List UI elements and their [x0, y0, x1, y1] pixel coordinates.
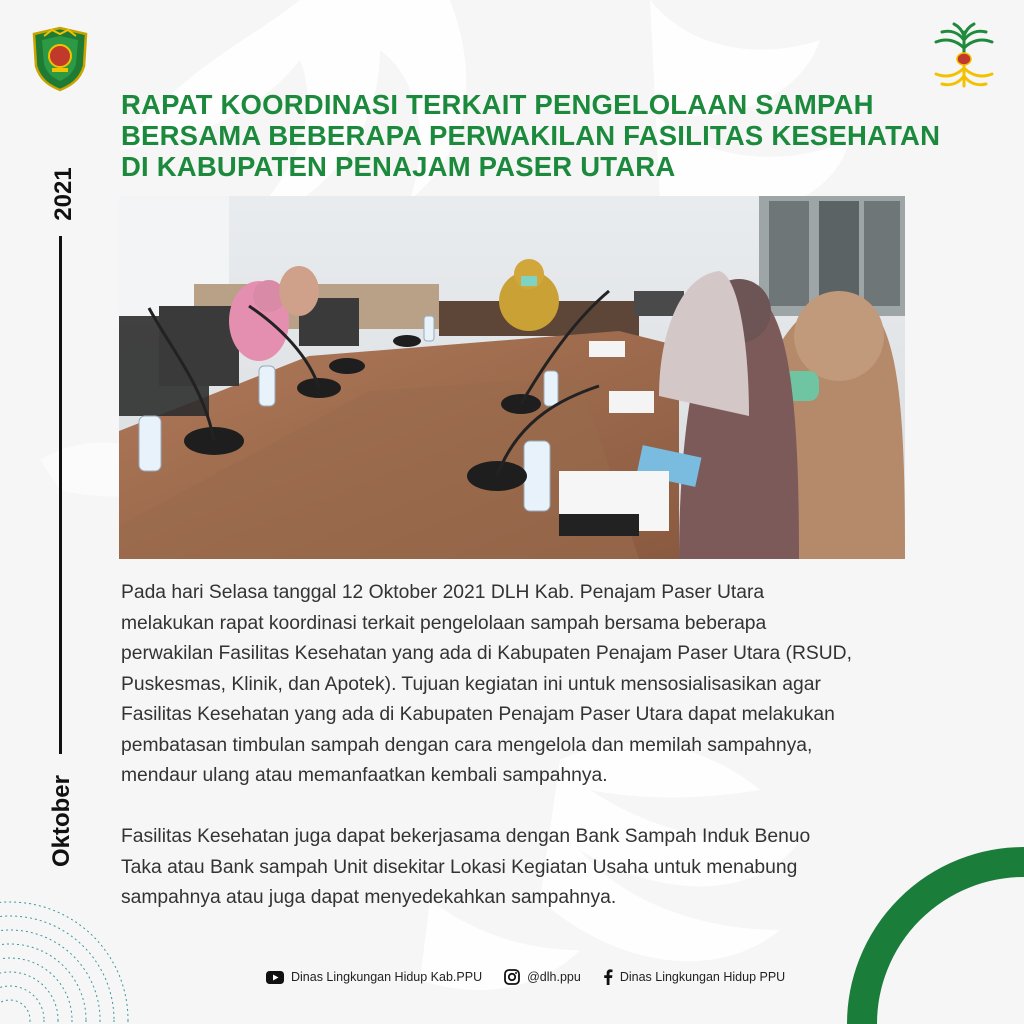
youtube-link[interactable] — [266, 970, 482, 984]
decorative-circles — [0, 900, 130, 1024]
facebook-label: Dinas Lingkungan Hidup PPU — [619, 970, 786, 984]
side-month-label: Oktober — [48, 775, 75, 868]
side-divider-line — [59, 236, 62, 754]
paragraph-1 — [121, 578, 931, 792]
paragraph-line: sampahnya atau juga dapat menyedekahkan sampahnya. — [121, 887, 617, 908]
side-year-label: 2021 — [50, 167, 77, 221]
headline-line: RAPAT KOORDINASI TERKAIT PENGELOLAAN SAMPAH — [121, 89, 874, 120]
paragraph-line: Puskesmas, Klinik, dan Apotek). Tujuan kegiatan ini untuk mensosialisasikan agar — [121, 673, 821, 695]
meeting-photo — [119, 196, 905, 559]
regency-crest-icon — [30, 26, 90, 92]
headline-line: DI KABUPATEN PENAJAM PASER UTARA — [121, 151, 676, 182]
paragraph-line: Fasilitas Kesehatan juga dapat bekerjasama dengan Bank Sampah Induk Benuo — [121, 826, 811, 847]
paragraph-line: Fasilitas Kesehatan yang ada di Kabupaten Penajam Paser Utara dapat melakukan — [121, 704, 835, 725]
instagram-label: @dlh.ppu — [527, 970, 581, 984]
youtube-label: Dinas Lingkungan Hidup Kab.PPU — [291, 970, 483, 984]
instagram-icon — [504, 969, 520, 985]
meeting-photo-illustration — [119, 196, 905, 559]
decorative-arc — [840, 840, 1024, 1024]
article-body — [121, 578, 931, 944]
paragraph-line: pembatasan timbulan sampah dengan cara mengelola dan memilah sampahnya, — [121, 734, 813, 756]
headline — [121, 89, 941, 182]
instagram-link[interactable] — [504, 969, 581, 985]
paragraph-line: perwakilan Fasilitas Kesehatan yang ada di Kabupaten Penajam Paser Utara (RSUD, — [121, 643, 852, 664]
facebook-link[interactable] — [603, 969, 785, 985]
headline-line: BERSAMA BEBERAPA PERWAKILAN FASILITAS KESEHATAN — [121, 120, 941, 151]
paragraph-line: Taka atau Bank sampah Unit disekitar Lokasi Kegiatan Usaha untuk menabung — [121, 856, 798, 878]
paragraph-line: Pada hari Selasa tanggal 12 Oktober 2021 DLH Kab. Penajam Paser Utara — [121, 582, 765, 603]
paragraph-line: melakukan rapat koordinasi terkait pengelolaan sampah bersama beberapa — [121, 612, 767, 634]
social-footer — [266, 966, 785, 988]
paragraph-2 — [121, 822, 931, 914]
paragraph-line: mendaur ulang atau memanfaatkan kembali sampahnya. — [121, 765, 608, 786]
tree-logo-icon — [928, 22, 1000, 94]
facebook-icon — [603, 969, 613, 985]
youtube-icon — [266, 971, 284, 984]
